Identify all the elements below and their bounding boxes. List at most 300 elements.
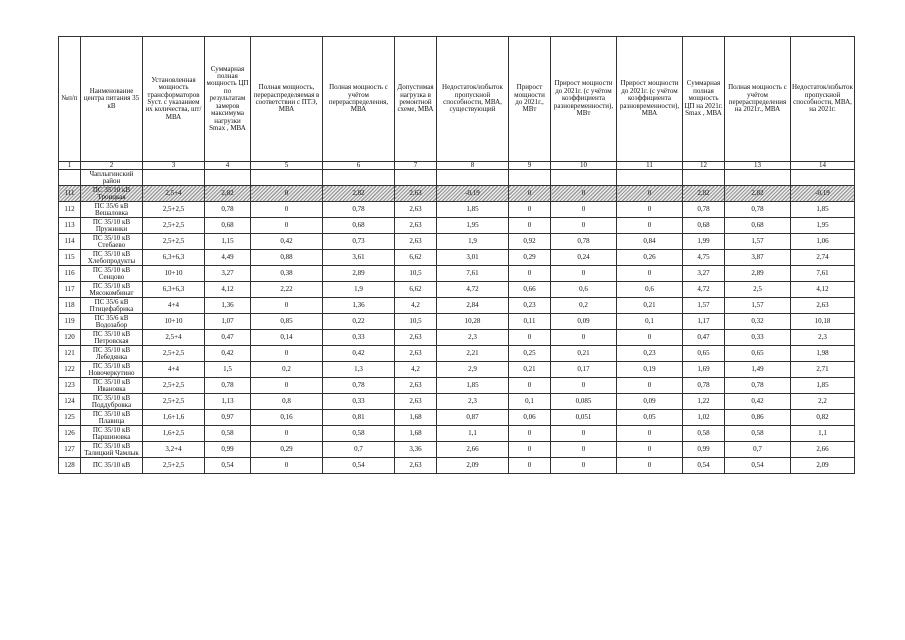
table-cell: 2,63 (395, 218, 437, 234)
column-header: Суммарная полная мощность ЦП по результатам замеров максимума нагрузки Smax , МВА (205, 37, 251, 162)
table-cell: 0 (551, 442, 617, 458)
table-cell: 10,28 (437, 314, 509, 330)
substation-name-cell: ПС 35/10 кВ Петровская (81, 330, 143, 346)
table-cell: 0 (551, 266, 617, 282)
column-header: Полная мощность с учётом перераспределения на 2021г., МВА (725, 37, 791, 162)
table-cell: 4,2 (395, 298, 437, 314)
table-cell: 123 (59, 378, 81, 394)
table-cell: 0 (551, 202, 617, 218)
table-cell: 0,58 (323, 426, 395, 442)
table-cell: 1,06 (791, 234, 855, 250)
table-cell: 0,97 (205, 410, 251, 426)
table-cell: 0 (509, 458, 551, 474)
table-cell: 1,95 (437, 218, 509, 234)
column-number: 7 (395, 162, 437, 170)
table-cell: 0 (617, 426, 683, 442)
table-cell: 2,71 (791, 362, 855, 378)
table-cell: 111 (59, 186, 81, 202)
table-cell: 0,99 (683, 442, 725, 458)
table-cell: 2,63 (791, 298, 855, 314)
column-number: 13 (725, 162, 791, 170)
table-row (59, 394, 855, 410)
table-row (59, 218, 855, 234)
table-cell: 2,89 (323, 266, 395, 282)
table-cell: 2,5+2,5 (143, 202, 205, 218)
table-cell: 122 (59, 362, 81, 378)
table-cell: 0,81 (323, 410, 395, 426)
table-cell: 2,63 (395, 234, 437, 250)
column-number: 1 (59, 162, 81, 170)
table-cell: 2,3 (791, 330, 855, 346)
column-header: Прирост мощности до 2021г. (с учётом коэффициента разновременности), МВт (551, 37, 617, 162)
table-cell: 115 (59, 250, 81, 266)
table-cell: 2,5+2,5 (143, 378, 205, 394)
table-cell: 0,6 (551, 282, 617, 298)
table-cell: 1,36 (205, 298, 251, 314)
table-cell: 0 (251, 202, 323, 218)
substation-name-cell: ПС 35/6 кВ Водозабор (81, 314, 143, 330)
table-cell: 0,73 (323, 234, 395, 250)
table-cell: 0,14 (251, 330, 323, 346)
table-cell: 0,58 (725, 426, 791, 442)
table-cell: 0,42 (323, 346, 395, 362)
table-cell: 2,82 (683, 186, 725, 202)
table-cell: 1,95 (791, 218, 855, 234)
substation-name-cell: ПС 35/10 кВ Сенцово (81, 266, 143, 282)
table-cell: 121 (59, 346, 81, 362)
table-cell: 0,33 (323, 330, 395, 346)
table-cell: 0,99 (205, 442, 251, 458)
table-row (59, 458, 855, 474)
table-cell: 1,49 (725, 362, 791, 378)
column-header: Установленная мощность трансформаторов Sуст. с указанием их количества, шт/ МВА (143, 37, 205, 162)
table-cell: 6,3+6,3 (143, 282, 205, 298)
table-cell: 0,82 (791, 410, 855, 426)
table-cell: 0,6 (617, 282, 683, 298)
table-cell: 0,7 (725, 442, 791, 458)
table-cell: 4,72 (683, 282, 725, 298)
table-cell: 1,3 (323, 362, 395, 378)
table-cell: 7,61 (791, 266, 855, 282)
table-cell: 2,66 (437, 442, 509, 458)
table-cell: 125 (59, 410, 81, 426)
substation-name-cell: ПС 35/10 кВ Стебаево (81, 234, 143, 250)
table-body (59, 170, 855, 474)
table-cell: 4,72 (437, 282, 509, 298)
table-cell: 2,63 (395, 330, 437, 346)
table-cell: 0,65 (725, 346, 791, 362)
table-cell: 0 (551, 330, 617, 346)
table-cell: 0,66 (509, 282, 551, 298)
column-header: Допустимая нагрузка в ремонтной схеме, МВА (395, 37, 437, 162)
table-cell: 2,5+2,5 (143, 394, 205, 410)
column-number: 12 (683, 162, 725, 170)
table-cell: 0,78 (683, 202, 725, 218)
table-cell: 0,88 (251, 250, 323, 266)
table-cell: 0,54 (205, 458, 251, 474)
table-cell: 0,1 (509, 394, 551, 410)
column-number: 10 (551, 162, 617, 170)
table-cell: 0 (509, 378, 551, 394)
table-cell: 2,63 (395, 394, 437, 410)
table-cell: 0,68 (323, 218, 395, 234)
table-cell: 124 (59, 394, 81, 410)
table-cell: 10,5 (395, 314, 437, 330)
table-cell: 1,85 (791, 378, 855, 394)
table-cell: 0,19 (617, 362, 683, 378)
table-cell: 2,5 (725, 282, 791, 298)
table-row (59, 266, 855, 282)
table-cell: -0,19 (791, 186, 855, 202)
table-cell: 3,27 (205, 266, 251, 282)
table-cell: 4,49 (205, 250, 251, 266)
table-cell: 0,85 (251, 314, 323, 330)
table-row (59, 330, 855, 346)
table-cell: 7,61 (437, 266, 509, 282)
table-cell: 2,63 (395, 458, 437, 474)
table-cell: 2,63 (395, 186, 437, 202)
table-cell: 0 (509, 442, 551, 458)
table-row (59, 378, 855, 394)
column-header: Полная мощность, перераспределяемая в соответствии с ПТЭ, МВА (251, 37, 323, 162)
table-cell: 0,58 (683, 426, 725, 442)
table-cell: 6,62 (395, 250, 437, 266)
table-cell: 1,17 (683, 314, 725, 330)
table-cell: 1,6+2,5 (143, 426, 205, 442)
table-cell: 0,54 (323, 458, 395, 474)
table-cell: 0 (509, 426, 551, 442)
table-cell: 127 (59, 442, 81, 458)
table-cell: 0,42 (205, 346, 251, 362)
table-cell: 3,27 (683, 266, 725, 282)
table-cell: 2,5+2,5 (143, 218, 205, 234)
table-cell: 0,2 (251, 362, 323, 378)
table-cell: 4,75 (683, 250, 725, 266)
table-cell: 1,07 (205, 314, 251, 330)
table-cell: 0,11 (509, 314, 551, 330)
table-cell: 1,98 (791, 346, 855, 362)
table-cell: 0,2 (551, 298, 617, 314)
column-header: Недостаток/избыток пропускной способности, МВА, существующий (437, 37, 509, 162)
column-number: 6 (323, 162, 395, 170)
table-cell: 1,68 (395, 426, 437, 442)
table-cell: 0,26 (617, 250, 683, 266)
substation-name-cell: ПС 35/10 кВ Лебедянка (81, 346, 143, 362)
table-cell: 4+4 (143, 298, 205, 314)
table-cell: 2,82 (323, 186, 395, 202)
table-cell: 0 (251, 378, 323, 394)
table-cell: 0,09 (617, 394, 683, 410)
substation-name-cell: ПС 35/10 кВ Троицкая (81, 186, 143, 202)
table-cell: 117 (59, 282, 81, 298)
table-cell: 2,63 (395, 346, 437, 362)
table-row (59, 234, 855, 250)
table-cell: 0,32 (725, 314, 791, 330)
table-cell: -0,19 (437, 186, 509, 202)
table-cell: 2,3 (437, 394, 509, 410)
table-cell: 1,1 (437, 426, 509, 442)
column-header: Суммарная полная мощность ЦП на 2021г. Smax , МВА (683, 37, 725, 162)
table-cell: 1,9 (437, 234, 509, 250)
substation-name-cell: ПС 35/10 кВ (81, 458, 143, 474)
table-cell: 0,78 (205, 202, 251, 218)
table-cell: 119 (59, 314, 81, 330)
column-number: 11 (617, 162, 683, 170)
table-cell: 0,78 (683, 378, 725, 394)
table-cell: 2,63 (395, 202, 437, 218)
table-cell: 3,01 (437, 250, 509, 266)
table-cell: 6,3+6,3 (143, 250, 205, 266)
table-cell: 4,12 (205, 282, 251, 298)
table-cell: 2,3 (437, 330, 509, 346)
table-cell: 0,16 (251, 410, 323, 426)
table-cell: 0 (251, 458, 323, 474)
table-cell: 0,47 (205, 330, 251, 346)
table-row (59, 298, 855, 314)
table-cell: 1,57 (683, 298, 725, 314)
table-cell: 0 (509, 266, 551, 282)
substation-name-cell: ПС 35/6 кВ Птицефабрика (81, 298, 143, 314)
substation-name-cell: ПС 35/10 кВ Паршиновка (81, 426, 143, 442)
column-header: Недостаток/избыток пропускной способности, МВА, на 2021г. (791, 37, 855, 162)
table-cell: 0 (509, 330, 551, 346)
substation-name-cell: ПС 35/10 кВ Мясокомбинат (81, 282, 143, 298)
table-cell: 2,09 (437, 458, 509, 474)
table-cell: 0 (251, 218, 323, 234)
table-cell: 0,42 (725, 394, 791, 410)
table-cell: 2,5+2,5 (143, 346, 205, 362)
table-cell: 0 (617, 266, 683, 282)
capacity-table (58, 36, 855, 474)
table-cell: 4+4 (143, 362, 205, 378)
table-cell: 0,78 (551, 234, 617, 250)
table-cell: 0,54 (725, 458, 791, 474)
table-cell: 0,05 (617, 410, 683, 426)
table-cell: 0 (551, 218, 617, 234)
table-cell: 0 (551, 378, 617, 394)
table-cell: 10+10 (143, 314, 205, 330)
table-cell: 126 (59, 426, 81, 442)
group-label: Чаплыгинский район (81, 170, 143, 186)
table-cell: 3,61 (323, 250, 395, 266)
table-row (59, 426, 855, 442)
table-cell: 0 (617, 442, 683, 458)
table-row (59, 362, 855, 378)
table-cell: 0 (551, 458, 617, 474)
table-cell: 3,87 (725, 250, 791, 266)
table-cell: 2,2 (791, 394, 855, 410)
table-cell: 0,65 (683, 346, 725, 362)
column-number: 3 (143, 162, 205, 170)
table-cell: 2,5+4 (143, 186, 205, 202)
table-cell: 0,21 (509, 362, 551, 378)
table-cell: 1,69 (683, 362, 725, 378)
table-cell: 0,87 (437, 410, 509, 426)
table-cell: 1,85 (437, 202, 509, 218)
table-cell: 0,085 (551, 394, 617, 410)
table-cell: 2,82 (205, 186, 251, 202)
table-cell: 0,06 (509, 410, 551, 426)
table-cell: 1,57 (725, 234, 791, 250)
table-cell: 0 (251, 298, 323, 314)
table-cell: 116 (59, 266, 81, 282)
table-cell: 1,1 (791, 426, 855, 442)
table-cell: 1,5 (205, 362, 251, 378)
document-page (58, 36, 855, 474)
table-row (59, 314, 855, 330)
table-cell: 0,47 (683, 330, 725, 346)
table-cell: 0 (617, 202, 683, 218)
table-cell: 0,84 (617, 234, 683, 250)
table-cell: 0,051 (551, 410, 617, 426)
table-cell: 0 (509, 202, 551, 218)
table-cell: 0 (509, 218, 551, 234)
column-header: Наименование центра питания 35 кВ (81, 37, 143, 162)
table-cell: 0 (617, 330, 683, 346)
table-cell: 0,42 (251, 234, 323, 250)
table-cell: 2,84 (437, 298, 509, 314)
table-cell: 10,18 (791, 314, 855, 330)
table-row (59, 282, 855, 298)
column-number: 8 (437, 162, 509, 170)
table-cell: 0,21 (551, 346, 617, 362)
table-cell: 0 (551, 426, 617, 442)
table-cell: 1,68 (395, 410, 437, 426)
table-cell: 1,85 (791, 202, 855, 218)
table-cell: 0 (617, 378, 683, 394)
table-cell: 2,5+4 (143, 330, 205, 346)
table-cell: 0,78 (323, 202, 395, 218)
table-cell: 113 (59, 218, 81, 234)
table-cell: 0,8 (251, 394, 323, 410)
table-cell: 0,25 (509, 346, 551, 362)
table-cell: 0,29 (251, 442, 323, 458)
table-cell: 2,9 (437, 362, 509, 378)
table-cell: 0,58 (205, 426, 251, 442)
table-cell: 4,2 (395, 362, 437, 378)
substation-name-cell: ПС 35/10 кВ Поддубровка (81, 394, 143, 410)
table-cell: 0,17 (551, 362, 617, 378)
table-row (59, 186, 855, 202)
table-cell: 1,57 (725, 298, 791, 314)
table-cell: 0,7 (323, 442, 395, 458)
column-header: Полная мощность с учётом перераспределения, МВА (323, 37, 395, 162)
table-cell: 2,22 (251, 282, 323, 298)
table-cell: 3,2+4 (143, 442, 205, 458)
table-row (59, 250, 855, 266)
table-cell: 1,85 (437, 378, 509, 394)
table-cell: 0,78 (205, 378, 251, 394)
table-cell: 0 (617, 218, 683, 234)
table-cell: 0,68 (205, 218, 251, 234)
table-cell: 0,38 (251, 266, 323, 282)
table-row (59, 442, 855, 458)
table-cell: 2,82 (725, 186, 791, 202)
substation-name-cell: ПС 35/6 кВ Вешаловка (81, 202, 143, 218)
table-cell: 0,86 (725, 410, 791, 426)
table-cell: 1,6+1,6 (143, 410, 205, 426)
table-cell: 0,22 (323, 314, 395, 330)
table-cell: 6,62 (395, 282, 437, 298)
table-cell: 10,5 (395, 266, 437, 282)
table-cell: 0 (251, 186, 323, 202)
table-cell: 114 (59, 234, 81, 250)
table-cell: 1,22 (683, 394, 725, 410)
column-number: 5 (251, 162, 323, 170)
table-cell: 0 (617, 458, 683, 474)
table-cell: 2,5+2,5 (143, 234, 205, 250)
column-number: 2 (81, 162, 143, 170)
table-cell: 2,89 (725, 266, 791, 282)
substation-name-cell: ПС 35/10 кВ Хлебопродукты (81, 250, 143, 266)
column-number: 4 (205, 162, 251, 170)
table-cell: 1,99 (683, 234, 725, 250)
substation-name-cell: ПС 35/10 кВ Ивановка (81, 378, 143, 394)
table-cell: 0,24 (551, 250, 617, 266)
group-row (59, 170, 855, 186)
table-cell: 0,78 (323, 378, 395, 394)
table-cell: 1,36 (323, 298, 395, 314)
table-cell: 0,92 (509, 234, 551, 250)
substation-name-cell: ПС 35/10 кВ Талицкий Чамлык (81, 442, 143, 458)
table-cell: 1,15 (205, 234, 251, 250)
table-cell: 0,23 (617, 346, 683, 362)
table-cell: 0,09 (551, 314, 617, 330)
table-cell: 0 (251, 346, 323, 362)
table-cell: 0,54 (683, 458, 725, 474)
column-header: №п/п (59, 37, 81, 162)
table-cell: 3,36 (395, 442, 437, 458)
table-row (59, 202, 855, 218)
table-cell: 0 (551, 186, 617, 202)
table-cell: 0 (617, 186, 683, 202)
table-cell: 2,66 (791, 442, 855, 458)
substation-name-cell: ПС 35/10 кВ Новочеркутино (81, 362, 143, 378)
column-number: 14 (791, 162, 855, 170)
table-header (59, 37, 855, 170)
table-cell: 0,78 (725, 202, 791, 218)
table-cell: 0,68 (725, 218, 791, 234)
table-cell: 0 (509, 186, 551, 202)
table-cell: 118 (59, 298, 81, 314)
table-cell: 120 (59, 330, 81, 346)
table-cell: 0,78 (725, 378, 791, 394)
substation-name-cell: ПС 35/10 кВ Пружинки (81, 218, 143, 234)
table-cell: 0 (251, 426, 323, 442)
column-header: Прирост мощности до 2021г., МВт (509, 37, 551, 162)
table-cell: 0,33 (323, 394, 395, 410)
table-cell: 0,68 (683, 218, 725, 234)
table-cell: 10+10 (143, 266, 205, 282)
table-cell: 2,21 (437, 346, 509, 362)
table-cell: 128 (59, 458, 81, 474)
table-cell: 112 (59, 202, 81, 218)
table-cell: 4,12 (791, 282, 855, 298)
table-cell: 0,29 (509, 250, 551, 266)
column-number: 9 (509, 162, 551, 170)
substation-name-cell: ПС 35/10 кВ Плавица (81, 410, 143, 426)
table-cell: 0,21 (617, 298, 683, 314)
table-cell: 1,9 (323, 282, 395, 298)
table-cell: 2,74 (791, 250, 855, 266)
table-row (59, 410, 855, 426)
table-cell: 2,5+2,5 (143, 458, 205, 474)
table-cell: 1,13 (205, 394, 251, 410)
table-cell: 0,1 (617, 314, 683, 330)
table-cell: 1,02 (683, 410, 725, 426)
column-header: Прирост мощности до 2021г. (с учётом коэффициента разновременности), МВА (617, 37, 683, 162)
table-cell: 2,09 (791, 458, 855, 474)
